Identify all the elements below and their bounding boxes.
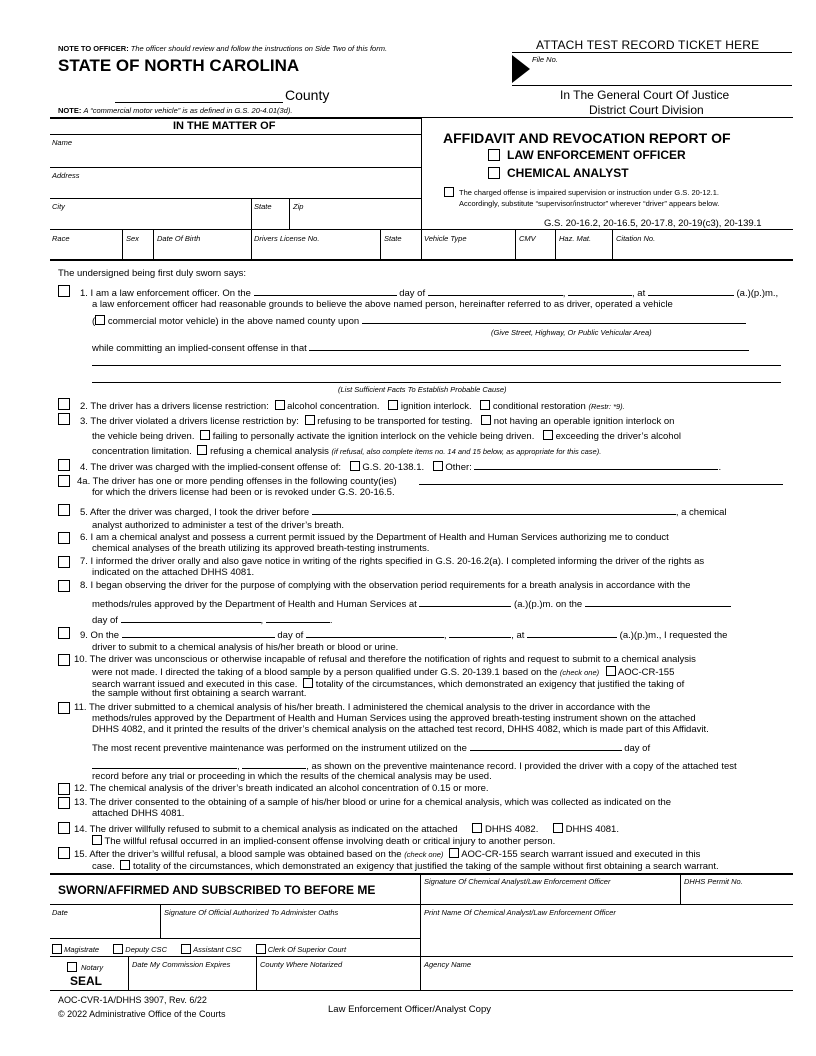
item-8-line-1: 8. I began observing the driver for the purpose of complying with the observation period requirements for a breath analysis in accordance with the (80, 580, 691, 591)
item-4a-checkbox[interactable] (58, 475, 70, 487)
conditional-restoration-checkbox[interactable] (480, 400, 490, 410)
item-3-line-2 (92, 429, 681, 442)
note-to-officer (58, 44, 387, 53)
item-15-text-a: 15. After the driver’s willful refusal, a blood sample was obtained based on the (74, 849, 402, 860)
item-9-text-d: (a.)(p.)m., I requested the (619, 630, 728, 641)
item-10-text-f: totality of the circumstances, which demonstrated an exigency that justified the taking of (315, 679, 685, 690)
item-6-line-2: chemical analyses of the breath utilizing its approved breath-testing instruments. (92, 543, 430, 554)
item-4-line: 4. The driver was charged with the implied-consent offense of: G.S. 20-138.1. Other: . (80, 462, 722, 473)
item-2-text-a: 2. The driver has a drivers license restriction: (80, 401, 269, 412)
other-offense-checkbox[interactable] (433, 461, 443, 471)
item-14-text-c: DHHS 4081. (565, 824, 619, 835)
cmv-divider (555, 229, 556, 259)
item-11-checkbox[interactable] (58, 702, 70, 714)
item-3-text-g: concentration limitation. (92, 446, 192, 457)
clerk-superior-label: Clerk Of Superior Court (267, 945, 347, 954)
city-divider (251, 198, 252, 229)
state-divider (289, 198, 290, 229)
matter-top-rule (50, 117, 421, 119)
cmv-checkbox[interactable] (95, 315, 105, 325)
no-interlock-checkbox[interactable] (481, 415, 491, 425)
official-type-row (52, 942, 346, 954)
county-notarized-label: County Where Notarized (260, 960, 343, 969)
item-1-text-h: while committing an implied-consent offense in that (92, 343, 307, 354)
item-5-text-b: , a chemical (675, 507, 727, 518)
refusing-analysis-checkbox[interactable] (197, 445, 207, 455)
item-10-text-d: AOC-CR-155 (617, 667, 675, 678)
item-1-text-f: commercial motor vehicle) in the above named county upon (107, 316, 360, 327)
item-5-line-2: analyst authorized to administer a test of the driver’s breath. (92, 520, 345, 531)
dhhs-4081-checkbox[interactable] (553, 823, 563, 833)
street-hint: (Give Street, Highway, Or Public Vehicular Area) (491, 328, 652, 337)
item-1-line-1: 1. I am a law enforcement officer. On the day of , , at (a.)(p.)m., (80, 288, 779, 299)
item-1-line-3: ( commercial motor vehicle) in the above named county upon (92, 314, 746, 327)
sex-divider (153, 229, 154, 259)
refusing-transport-checkbox[interactable] (305, 415, 315, 425)
intro: The undersigned being first duly sworn says: (58, 268, 246, 279)
maintenance-day-field[interactable] (470, 741, 622, 751)
item-8-text-c: (a.)(p.)m. on the (514, 599, 583, 610)
item-1-time-field[interactable] (648, 286, 734, 296)
item-15-text-e: totality of the circumstances, which demonstrated an exigency that justified the taking of the sample without first obtaining a search warrant. (133, 861, 719, 872)
item-3-checkbox[interactable] (58, 413, 70, 425)
item-15-text-d: case. (92, 861, 115, 872)
facts-field-3[interactable] (92, 382, 781, 383)
observation-day-field[interactable] (585, 597, 731, 607)
print-name-field[interactable] (420, 956, 793, 957)
sworn-title: SWORN/AFFIRMED AND SUBSCRIBED TO BEFORE ME (58, 883, 376, 897)
county-label: County (285, 87, 330, 103)
item-10-text-b: were not made. I directed the taking of a blood sample by a person qualified under G.S. 20-139.1 based on the (92, 667, 558, 678)
city-label: City (52, 202, 65, 211)
item-8-checkbox[interactable] (58, 580, 70, 592)
court-line-1: In The General Court Of Justice (560, 88, 730, 102)
deputy-csc-checkbox[interactable] (113, 944, 123, 954)
item-4-text-a: 4. The driver was charged with the implied-consent offense of: (80, 462, 342, 473)
address-label: Address (52, 171, 80, 180)
death-injury-checkbox[interactable] (92, 835, 102, 845)
item-5-checkbox[interactable] (58, 504, 70, 516)
item-9-text-b: day of (277, 630, 304, 641)
sworn-divider (420, 873, 421, 990)
item-14-text-d: The willful refusal occurred in an implied-consent offense involving death or critical injury to another person. (104, 836, 556, 847)
hazmat-label: Haz. Mat. (559, 234, 592, 243)
item-7-line-1: 7. I informed the driver orally and also gave notice in writing of the rights specified in G.S. 20-16.2(a). I completed informing the driver of the rights as (80, 556, 705, 567)
item-14-text-b: DHHS 4082. (485, 824, 539, 835)
name-label: Name (52, 138, 73, 147)
county-line[interactable] (115, 102, 283, 103)
copyright: © 2022 Administrative Office of the Courts (58, 1009, 226, 1019)
item-10-checkbox[interactable] (58, 654, 70, 666)
law-enforcement-checkbox[interactable] (488, 149, 500, 161)
sex-label: Sex (126, 234, 139, 243)
item-15-text-b: (check one) (404, 850, 444, 859)
item-11-line-5: , , as shown on the preventive maintenance record. I provided the driver with a copy of the attached test (92, 759, 737, 772)
item-1-day-field[interactable] (254, 286, 397, 296)
permit-divider (680, 873, 681, 904)
sworn-top-rule (50, 873, 793, 875)
item-2-text-c: ignition interlock. (400, 401, 472, 412)
item-3-text-e: failing to personally activate the ignition interlock on the vehicle being driven. (212, 431, 535, 442)
ignition-interlock-checkbox[interactable] (388, 400, 398, 410)
report-title: AFFIDAVIT AND REVOCATION REPORT OF (443, 130, 731, 146)
item-10-line-4: the sample without first obtaining a search warrant. (92, 688, 307, 699)
item-1-text-c: , at (632, 288, 646, 299)
state-title: STATE OF NORTH CAROLINA (58, 56, 300, 75)
item-11-text-d: The most recent preventive maintenance was performed on the instrument utilized on the (92, 743, 467, 754)
item-6-checkbox[interactable] (58, 532, 70, 544)
item-13-line-1: 13. The driver consented to the obtaining of a sample of his/her blood or urine for a chemical analysis, which was collected as indicated on the (74, 797, 672, 808)
observation-month-field[interactable] (121, 613, 261, 623)
failing-activate-checkbox[interactable] (200, 430, 210, 440)
request-time-field[interactable] (527, 628, 617, 638)
item-9-checkbox[interactable] (58, 627, 70, 639)
note-to-officer-text: The officer should review and follow the instructions on Side Two of this form. (130, 44, 388, 53)
official-type-rule (50, 956, 420, 957)
chemical-analyst-checkbox[interactable] (488, 167, 500, 179)
item-1-year-field[interactable] (568, 286, 632, 296)
item-9-text-a: 9. On the (80, 630, 120, 641)
dl-state-label: State (384, 234, 402, 243)
item-8-line-2 (92, 597, 731, 610)
totality-checkbox-15[interactable] (120, 860, 130, 870)
request-day-field[interactable] (122, 628, 275, 638)
item-2-text-d: conditional restoration (492, 401, 586, 412)
address-field[interactable] (50, 198, 421, 199)
item-11-line-1: 11. The driver submitted to a chemical analysis of his/her breath. I administered the chemical analysis to the driver in accordance with the (74, 702, 651, 713)
item-15-text-c: AOC-CR-155 search warrant issued and executed in this (461, 849, 701, 860)
item-14-line-2 (92, 834, 555, 847)
sworn-title-rule (50, 904, 420, 905)
state-label: State (254, 202, 272, 211)
commission-divider (256, 956, 257, 990)
item-14-text-a: 14. The driver willfully refused to submit to a chemical analysis as indicated on the attached (74, 824, 458, 835)
matter-title-rule (50, 134, 421, 135)
facts-field-1[interactable] (309, 341, 749, 351)
item-3-text-a: 3. The driver violated a drivers license restriction by: (80, 416, 299, 427)
deputy-csc-label: Deputy CSC (125, 945, 167, 954)
dhhs-4082-checkbox[interactable] (472, 823, 482, 833)
hazmat-divider (612, 229, 613, 259)
dl-divider (380, 229, 381, 259)
item-11-text-f: , as shown on the preventive maintenance record. I provided the driver with a copy of the attached test (306, 761, 737, 772)
item-15-checkbox[interactable] (58, 847, 70, 859)
assistant-csc-label: Assistant CSC (193, 945, 242, 954)
item-12-checkbox[interactable] (58, 783, 70, 795)
item-13-checkbox[interactable] (58, 797, 70, 809)
item-4a-line-1: 4a. The driver has one or more pending offenses in the following county(ies) (77, 476, 397, 487)
item-2-line (80, 399, 625, 412)
item-12-line: 12. The chemical analysis of the driver’s breath indicated an alcohol concentration of 0.15 or more. (74, 783, 489, 794)
item-3-text-d: the vehicle being driven. (92, 431, 195, 442)
file-no-label: File No. (532, 55, 558, 64)
assistant-csc-checkbox[interactable] (181, 944, 191, 954)
vehicle-type-label: Vehicle Type (424, 234, 467, 243)
item-1-line-2: a law enforcement officer had reasonable grounds to believe the above named person, hereinafter referred to as driver, operated a vehicle (92, 299, 673, 310)
race-label: Race (52, 234, 70, 243)
request-month-field[interactable] (306, 628, 444, 638)
charged-offense-text-1: The charged offense is impaired supervision or instruction under G.S. 20-12.1. (459, 188, 720, 197)
item-10-text-e: search warrant issued and executed in this case. (92, 679, 298, 690)
analyst-field[interactable] (312, 505, 676, 515)
observation-year-field[interactable] (266, 613, 330, 623)
observation-time-field[interactable] (419, 597, 511, 607)
item-15-line-2 (92, 859, 719, 872)
facts-field-2[interactable] (92, 365, 781, 366)
dhhs-permit-label: DHHS Permit No. (684, 877, 743, 886)
item-3-text-b: refusing to be transported for testing. (317, 416, 473, 427)
street-field[interactable] (362, 314, 746, 324)
date-divider (160, 904, 161, 938)
file-no-line[interactable] (512, 85, 792, 86)
magistrate-label: Magistrate (64, 945, 100, 954)
analyst-signature-label: Signature Of Chemical Analyst/Law Enforcement Officer (424, 877, 611, 886)
id-row-top (50, 229, 793, 230)
alcohol-concentration-checkbox[interactable] (275, 400, 285, 410)
item-1-month-field[interactable] (428, 286, 563, 296)
note-to-officer-label: NOTE TO OFFICER: (58, 44, 129, 53)
item-10-line-1: 10. The driver was unconscious or otherwise incapable of refusal and therefore the notification of rights and request to submit to a chemical analysis (74, 654, 696, 665)
item-7-checkbox[interactable] (58, 556, 70, 568)
item-11-line-4 (92, 741, 650, 754)
item-11-text-e: day of (624, 743, 651, 754)
item-1-text-d: (a.)(p.)m., (736, 288, 779, 299)
item-8-line-3: day of , . (92, 615, 333, 626)
item-3-line-3 (92, 444, 601, 457)
print-name-label: Print Name Of Chemical Analyst/Law Enforcement Officer (424, 908, 616, 917)
item-4-text-c: Other: (445, 462, 472, 473)
id-row-bottom (50, 259, 793, 261)
totality-checkbox-10[interactable] (303, 678, 313, 688)
item-1-line-4 (92, 341, 749, 354)
item-3-text-i: (if refusal, also complete items no. 14 and 15 below, as appropriate for this case). (331, 447, 602, 456)
item-13-line-2: attached DHHS 4081. (92, 808, 185, 819)
item-3-line-1 (80, 414, 674, 427)
arrow-icon (512, 55, 530, 83)
gs-20-138-checkbox[interactable] (350, 461, 360, 471)
official-signature-field[interactable] (50, 938, 420, 939)
item-1-text-b: day of (399, 288, 426, 299)
note-text: A “commercial motor vehicle” is as defined in G.S. 20-4.01(3d). (83, 106, 293, 115)
item-8-text-d: day of (92, 615, 118, 626)
item-3-text-f: exceeding the driver’s alcohol (555, 431, 681, 442)
notary-divider (128, 956, 129, 990)
official-signature-label: Signature Of Official Authorized To Administer Oaths (164, 908, 339, 917)
zip-label: Zip (293, 202, 304, 211)
item-1-checkbox[interactable] (58, 285, 70, 297)
exceeding-alcohol-checkbox[interactable] (543, 430, 553, 440)
item-14-checkbox[interactable] (58, 822, 70, 834)
header (0, 0, 816, 120)
item-3-text-h: refusing a chemical analysis (210, 446, 329, 457)
court-line-2: District Court Division (589, 103, 704, 117)
chemical-analyst-option: CHEMICAL ANALYST (507, 166, 629, 180)
dob-divider (251, 229, 252, 259)
notary-checkbox[interactable] (67, 962, 77, 972)
cmv-label: CMV (519, 234, 536, 243)
notary-label: Notary (81, 963, 104, 972)
dob-label: Date Of Birth (157, 234, 201, 243)
commission-label: Date My Commission Expires (132, 960, 231, 969)
item-11-line-2: methods/rules approved by the Department of Health and Human Services using the approved breath-testing instrument shown on the attached (92, 713, 696, 724)
seal-label: SEAL (70, 974, 103, 988)
item-2-text-e: (Restr: *9). (588, 402, 625, 411)
maintenance-year-field[interactable] (242, 759, 306, 769)
attach-line (512, 52, 792, 53)
aoc-cr-155-checkbox-10[interactable] (606, 666, 616, 676)
item-4a-line-2: for which the drivers license had been or is revoked under G.S. 20-16.5. (92, 487, 395, 498)
dl-label: Drivers License No. (254, 234, 320, 243)
impaired-supervision-checkbox[interactable] (444, 187, 454, 197)
item-2-checkbox[interactable] (58, 398, 70, 410)
magistrate-checkbox[interactable] (52, 944, 62, 954)
item-1-text-a: 1. I am a law enforcement officer. On the (80, 288, 251, 299)
item-6-line-1: 6. I am a chemical analyst and possess a current permit issued by the Department of Health and Human Services authorizing me to conduct (80, 532, 669, 543)
item-4-text-b: G.S. 20-138.1. (362, 462, 425, 473)
statutes: G.S. 20-16.2, 20-16.5, 20-17.8, 20-19(c3), 20-139.1 (544, 218, 762, 229)
cmv-note (58, 106, 292, 115)
item-10-text-c: (check one) (559, 668, 600, 677)
maintenance-month-field[interactable] (92, 759, 237, 769)
item-4-checkbox[interactable] (58, 459, 70, 471)
facts-hint: (List Sufficient Facts To Establish Probable Cause) (338, 385, 507, 394)
item-11-line-3: DHHS 4082, and it printed the results of the driver’s chemical analysis on the attached test record, DHHS 4082, which is made part of this Affidavit. (92, 724, 709, 735)
name-field[interactable] (50, 167, 421, 168)
matter-top-rule-right (421, 117, 793, 118)
other-offense-field[interactable] (474, 460, 718, 470)
sworn-bottom-rule (50, 990, 793, 991)
race-divider (122, 229, 123, 259)
law-enforcement-option: LAW ENFORCEMENT OFFICER (507, 148, 686, 162)
item-7-line-2: indicated on the attached DHHS 4081. (92, 567, 255, 578)
aoc-cr-155-checkbox-15[interactable] (449, 848, 459, 858)
vehicle-divider (515, 229, 516, 259)
agency-name-label: Agency Name (424, 960, 472, 969)
request-year-field[interactable] (449, 628, 511, 638)
note-label: NOTE: (58, 106, 82, 115)
matter-title: IN THE MATTER OF (173, 120, 276, 132)
counties-field[interactable] (419, 484, 783, 485)
analyst-signature-field[interactable] (420, 904, 793, 905)
form-number: AOC-CVR-1A/DHHS 3907, Rev. 6/22 (58, 995, 207, 1005)
item-3-text-c: not having an operable ignition interlock on (493, 416, 675, 427)
copy-designation: Law Enforcement Officer/Analyst Copy (328, 1004, 491, 1015)
clerk-superior-checkbox[interactable] (256, 944, 266, 954)
charged-offense-text-2: Accordingly, substitute “supervisor/instructor” wherever “driver” appears below. (459, 199, 720, 208)
date-label: Date (52, 908, 68, 917)
item-11-line-6: record before any trial or proceeding in which the results of the chemical analysis may be used. (92, 771, 492, 782)
item-2-text-b: alcohol concentration. (287, 401, 380, 412)
item-9-line-2: driver to submit to a chemical analysis of his/her breath or blood or urine. (92, 642, 399, 653)
matter-divider (421, 117, 422, 259)
item-5-text-a: 5. After the driver was charged, I took the driver before (80, 507, 310, 518)
item-5-line-1 (80, 505, 727, 518)
citation-label: Citation No. (616, 234, 656, 243)
item-9-line-1: 9. On the day of , , at (a.)(p.)m., I requested the (80, 630, 728, 641)
item-9-text-c: , at (511, 630, 525, 641)
attach-ticket: ATTACH TEST RECORD TICKET HERE (536, 38, 760, 52)
item-8-text-b: methods/rules approved by the Department of Health and Human Services at (92, 599, 417, 610)
